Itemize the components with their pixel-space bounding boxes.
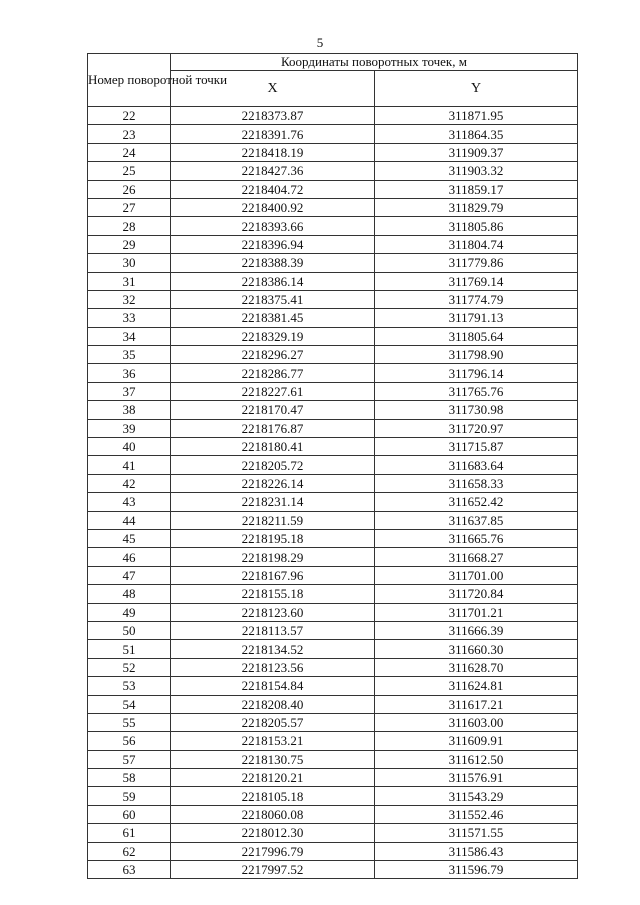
point-number-cell: 26 (88, 180, 171, 198)
x-coordinate-cell: 2218386.14 (171, 272, 375, 290)
point-number-cell: 31 (88, 272, 171, 290)
point-number-cell: 63 (88, 861, 171, 879)
table-row (88, 732, 578, 750)
table-row (88, 162, 578, 180)
table-row (88, 272, 578, 290)
y-coordinate-cell: 311609.91 (375, 732, 578, 750)
table-row (88, 107, 578, 125)
x-coordinate-cell: 2218388.39 (171, 254, 375, 272)
point-number-cell: 30 (88, 254, 171, 272)
point-number-cell: 43 (88, 493, 171, 511)
x-coordinate-cell: 2218296.27 (171, 346, 375, 364)
point-number-cell: 48 (88, 585, 171, 603)
y-coordinate-cell: 311628.70 (375, 658, 578, 676)
y-coordinate-cell: 311715.87 (375, 438, 578, 456)
header-point-number: Номер поворотной точки (88, 54, 171, 107)
x-coordinate-cell: 2218105.18 (171, 787, 375, 805)
table-row (88, 603, 578, 621)
table-row (88, 677, 578, 695)
point-number-cell: 36 (88, 364, 171, 382)
table-row (88, 529, 578, 547)
y-coordinate-cell: 311791.13 (375, 309, 578, 327)
y-coordinate-cell: 311774.79 (375, 290, 578, 308)
table-row (88, 309, 578, 327)
x-coordinate-cell: 2218113.57 (171, 621, 375, 639)
table-row (88, 198, 578, 216)
x-coordinate-cell: 2218375.41 (171, 290, 375, 308)
x-coordinate-cell: 2218226.14 (171, 474, 375, 492)
table-row (88, 364, 578, 382)
point-number-cell: 37 (88, 382, 171, 400)
x-coordinate-cell: 2218123.56 (171, 658, 375, 676)
x-coordinate-cell: 2218154.84 (171, 677, 375, 695)
table-row (88, 713, 578, 731)
x-coordinate-cell: 2218123.60 (171, 603, 375, 621)
x-coordinate-cell: 2218012.30 (171, 824, 375, 842)
point-number-cell: 42 (88, 474, 171, 492)
y-coordinate-cell: 311903.32 (375, 162, 578, 180)
table-row (88, 493, 578, 511)
x-coordinate-cell: 2218198.29 (171, 548, 375, 566)
x-coordinate-cell: 2218167.96 (171, 566, 375, 584)
point-number-cell: 29 (88, 235, 171, 253)
table-row (88, 750, 578, 768)
point-number-cell: 33 (88, 309, 171, 327)
y-coordinate-cell: 311660.30 (375, 640, 578, 658)
table-row (88, 290, 578, 308)
y-coordinate-cell: 311576.91 (375, 769, 578, 787)
y-coordinate-cell: 311668.27 (375, 548, 578, 566)
point-number-cell: 46 (88, 548, 171, 566)
y-coordinate-cell: 311617.21 (375, 695, 578, 713)
y-coordinate-cell: 311624.81 (375, 677, 578, 695)
point-number-cell: 53 (88, 677, 171, 695)
x-coordinate-cell: 2218153.21 (171, 732, 375, 750)
point-number-cell: 40 (88, 438, 171, 456)
y-coordinate-cell: 311720.84 (375, 585, 578, 603)
x-coordinate-cell: 2218231.14 (171, 493, 375, 511)
point-number-cell: 34 (88, 327, 171, 345)
point-number-cell: 32 (88, 290, 171, 308)
y-coordinate-cell: 311805.86 (375, 217, 578, 235)
table-row (88, 658, 578, 676)
x-coordinate-cell: 2218381.45 (171, 309, 375, 327)
table-row (88, 456, 578, 474)
y-coordinate-cell: 311829.79 (375, 198, 578, 216)
y-coordinate-cell: 311730.98 (375, 401, 578, 419)
point-number-cell: 25 (88, 162, 171, 180)
coordinates-table (87, 53, 578, 879)
table-row (88, 861, 578, 879)
y-coordinate-cell: 311859.17 (375, 180, 578, 198)
table-row (88, 382, 578, 400)
y-coordinate-cell: 311552.46 (375, 805, 578, 823)
table-row (88, 180, 578, 198)
y-coordinate-cell: 311637.85 (375, 511, 578, 529)
x-coordinate-cell: 2218176.87 (171, 419, 375, 437)
point-number-cell: 44 (88, 511, 171, 529)
x-coordinate-cell: 2218195.18 (171, 529, 375, 547)
table-row (88, 585, 578, 603)
point-number-cell: 50 (88, 621, 171, 639)
y-coordinate-cell: 311603.00 (375, 713, 578, 731)
y-coordinate-cell: 311720.97 (375, 419, 578, 437)
y-coordinate-cell: 311701.21 (375, 603, 578, 621)
page-number: 5 (316, 35, 324, 50)
table-row (88, 621, 578, 639)
header-y: Y (375, 71, 578, 107)
table-row (88, 401, 578, 419)
table-row (88, 805, 578, 823)
point-number-cell: 24 (88, 143, 171, 161)
y-coordinate-cell: 311543.29 (375, 787, 578, 805)
y-coordinate-cell: 311658.33 (375, 474, 578, 492)
x-coordinate-cell: 2218227.61 (171, 382, 375, 400)
x-coordinate-cell: 2218396.94 (171, 235, 375, 253)
x-coordinate-cell: 2218170.47 (171, 401, 375, 419)
point-number-cell: 49 (88, 603, 171, 621)
x-coordinate-cell: 2217997.52 (171, 861, 375, 879)
point-number-cell: 39 (88, 419, 171, 437)
x-coordinate-cell: 2218418.19 (171, 143, 375, 161)
point-number-cell: 58 (88, 769, 171, 787)
table-row (88, 640, 578, 658)
x-coordinate-cell: 2218391.76 (171, 125, 375, 143)
x-coordinate-cell: 2218393.66 (171, 217, 375, 235)
y-coordinate-cell: 311571.55 (375, 824, 578, 842)
point-number-cell: 51 (88, 640, 171, 658)
x-coordinate-cell: 2218120.21 (171, 769, 375, 787)
point-number-cell: 27 (88, 198, 171, 216)
point-number-cell: 23 (88, 125, 171, 143)
y-coordinate-cell: 311586.43 (375, 842, 578, 860)
table-row (88, 217, 578, 235)
table-row (88, 511, 578, 529)
point-number-cell: 57 (88, 750, 171, 768)
table-row (88, 769, 578, 787)
x-coordinate-cell: 2218400.92 (171, 198, 375, 216)
x-coordinate-cell: 2218208.40 (171, 695, 375, 713)
table-row (88, 474, 578, 492)
x-coordinate-cell: 2218155.18 (171, 585, 375, 603)
x-coordinate-cell: 2218286.77 (171, 364, 375, 382)
table-row (88, 787, 578, 805)
x-coordinate-cell: 2218180.41 (171, 438, 375, 456)
x-coordinate-cell: 2218134.52 (171, 640, 375, 658)
point-number-cell: 35 (88, 346, 171, 364)
x-coordinate-cell: 2218427.36 (171, 162, 375, 180)
header-coordinates: Координаты поворотных точек, м (171, 54, 578, 71)
x-coordinate-cell: 2218211.59 (171, 511, 375, 529)
table-header (88, 54, 578, 107)
y-coordinate-cell: 311796.14 (375, 364, 578, 382)
y-coordinate-cell: 311871.95 (375, 107, 578, 125)
y-coordinate-cell: 311769.14 (375, 272, 578, 290)
table-row (88, 824, 578, 842)
table-row (88, 695, 578, 713)
table-row (88, 254, 578, 272)
y-coordinate-cell: 311596.79 (375, 861, 578, 879)
y-coordinate-cell: 311612.50 (375, 750, 578, 768)
x-coordinate-cell: 2218205.72 (171, 456, 375, 474)
y-coordinate-cell: 311804.74 (375, 235, 578, 253)
table-row (88, 419, 578, 437)
point-number-cell: 47 (88, 566, 171, 584)
point-number-cell: 56 (88, 732, 171, 750)
y-coordinate-cell: 311805.64 (375, 327, 578, 345)
y-coordinate-cell: 311765.76 (375, 382, 578, 400)
y-coordinate-cell: 311779.86 (375, 254, 578, 272)
y-coordinate-cell: 311665.76 (375, 529, 578, 547)
y-coordinate-cell: 311798.90 (375, 346, 578, 364)
point-number-cell: 60 (88, 805, 171, 823)
point-number-cell: 55 (88, 713, 171, 731)
x-coordinate-cell: 2217996.79 (171, 842, 375, 860)
header-x: X (171, 71, 375, 107)
point-number-cell: 62 (88, 842, 171, 860)
y-coordinate-cell: 311652.42 (375, 493, 578, 511)
table-row (88, 548, 578, 566)
x-coordinate-cell: 2218329.19 (171, 327, 375, 345)
x-coordinate-cell: 2218404.72 (171, 180, 375, 198)
x-coordinate-cell: 2218060.08 (171, 805, 375, 823)
y-coordinate-cell: 311666.39 (375, 621, 578, 639)
y-coordinate-cell: 311864.35 (375, 125, 578, 143)
table-row (88, 842, 578, 860)
table-row (88, 327, 578, 345)
table-row (88, 143, 578, 161)
point-number-cell: 61 (88, 824, 171, 842)
point-number-cell: 45 (88, 529, 171, 547)
point-number-cell: 22 (88, 107, 171, 125)
table-row (88, 566, 578, 584)
table-row (88, 438, 578, 456)
point-number-cell: 52 (88, 658, 171, 676)
table-row (88, 235, 578, 253)
x-coordinate-cell: 2218205.57 (171, 713, 375, 731)
table-row (88, 346, 578, 364)
point-number-cell: 59 (88, 787, 171, 805)
x-coordinate-cell: 2218373.87 (171, 107, 375, 125)
y-coordinate-cell: 311701.00 (375, 566, 578, 584)
table-body (88, 107, 578, 879)
y-coordinate-cell: 311683.64 (375, 456, 578, 474)
point-number-cell: 38 (88, 401, 171, 419)
point-number-cell: 54 (88, 695, 171, 713)
point-number-cell: 41 (88, 456, 171, 474)
point-number-cell: 28 (88, 217, 171, 235)
y-coordinate-cell: 311909.37 (375, 143, 578, 161)
table-row (88, 125, 578, 143)
x-coordinate-cell: 2218130.75 (171, 750, 375, 768)
